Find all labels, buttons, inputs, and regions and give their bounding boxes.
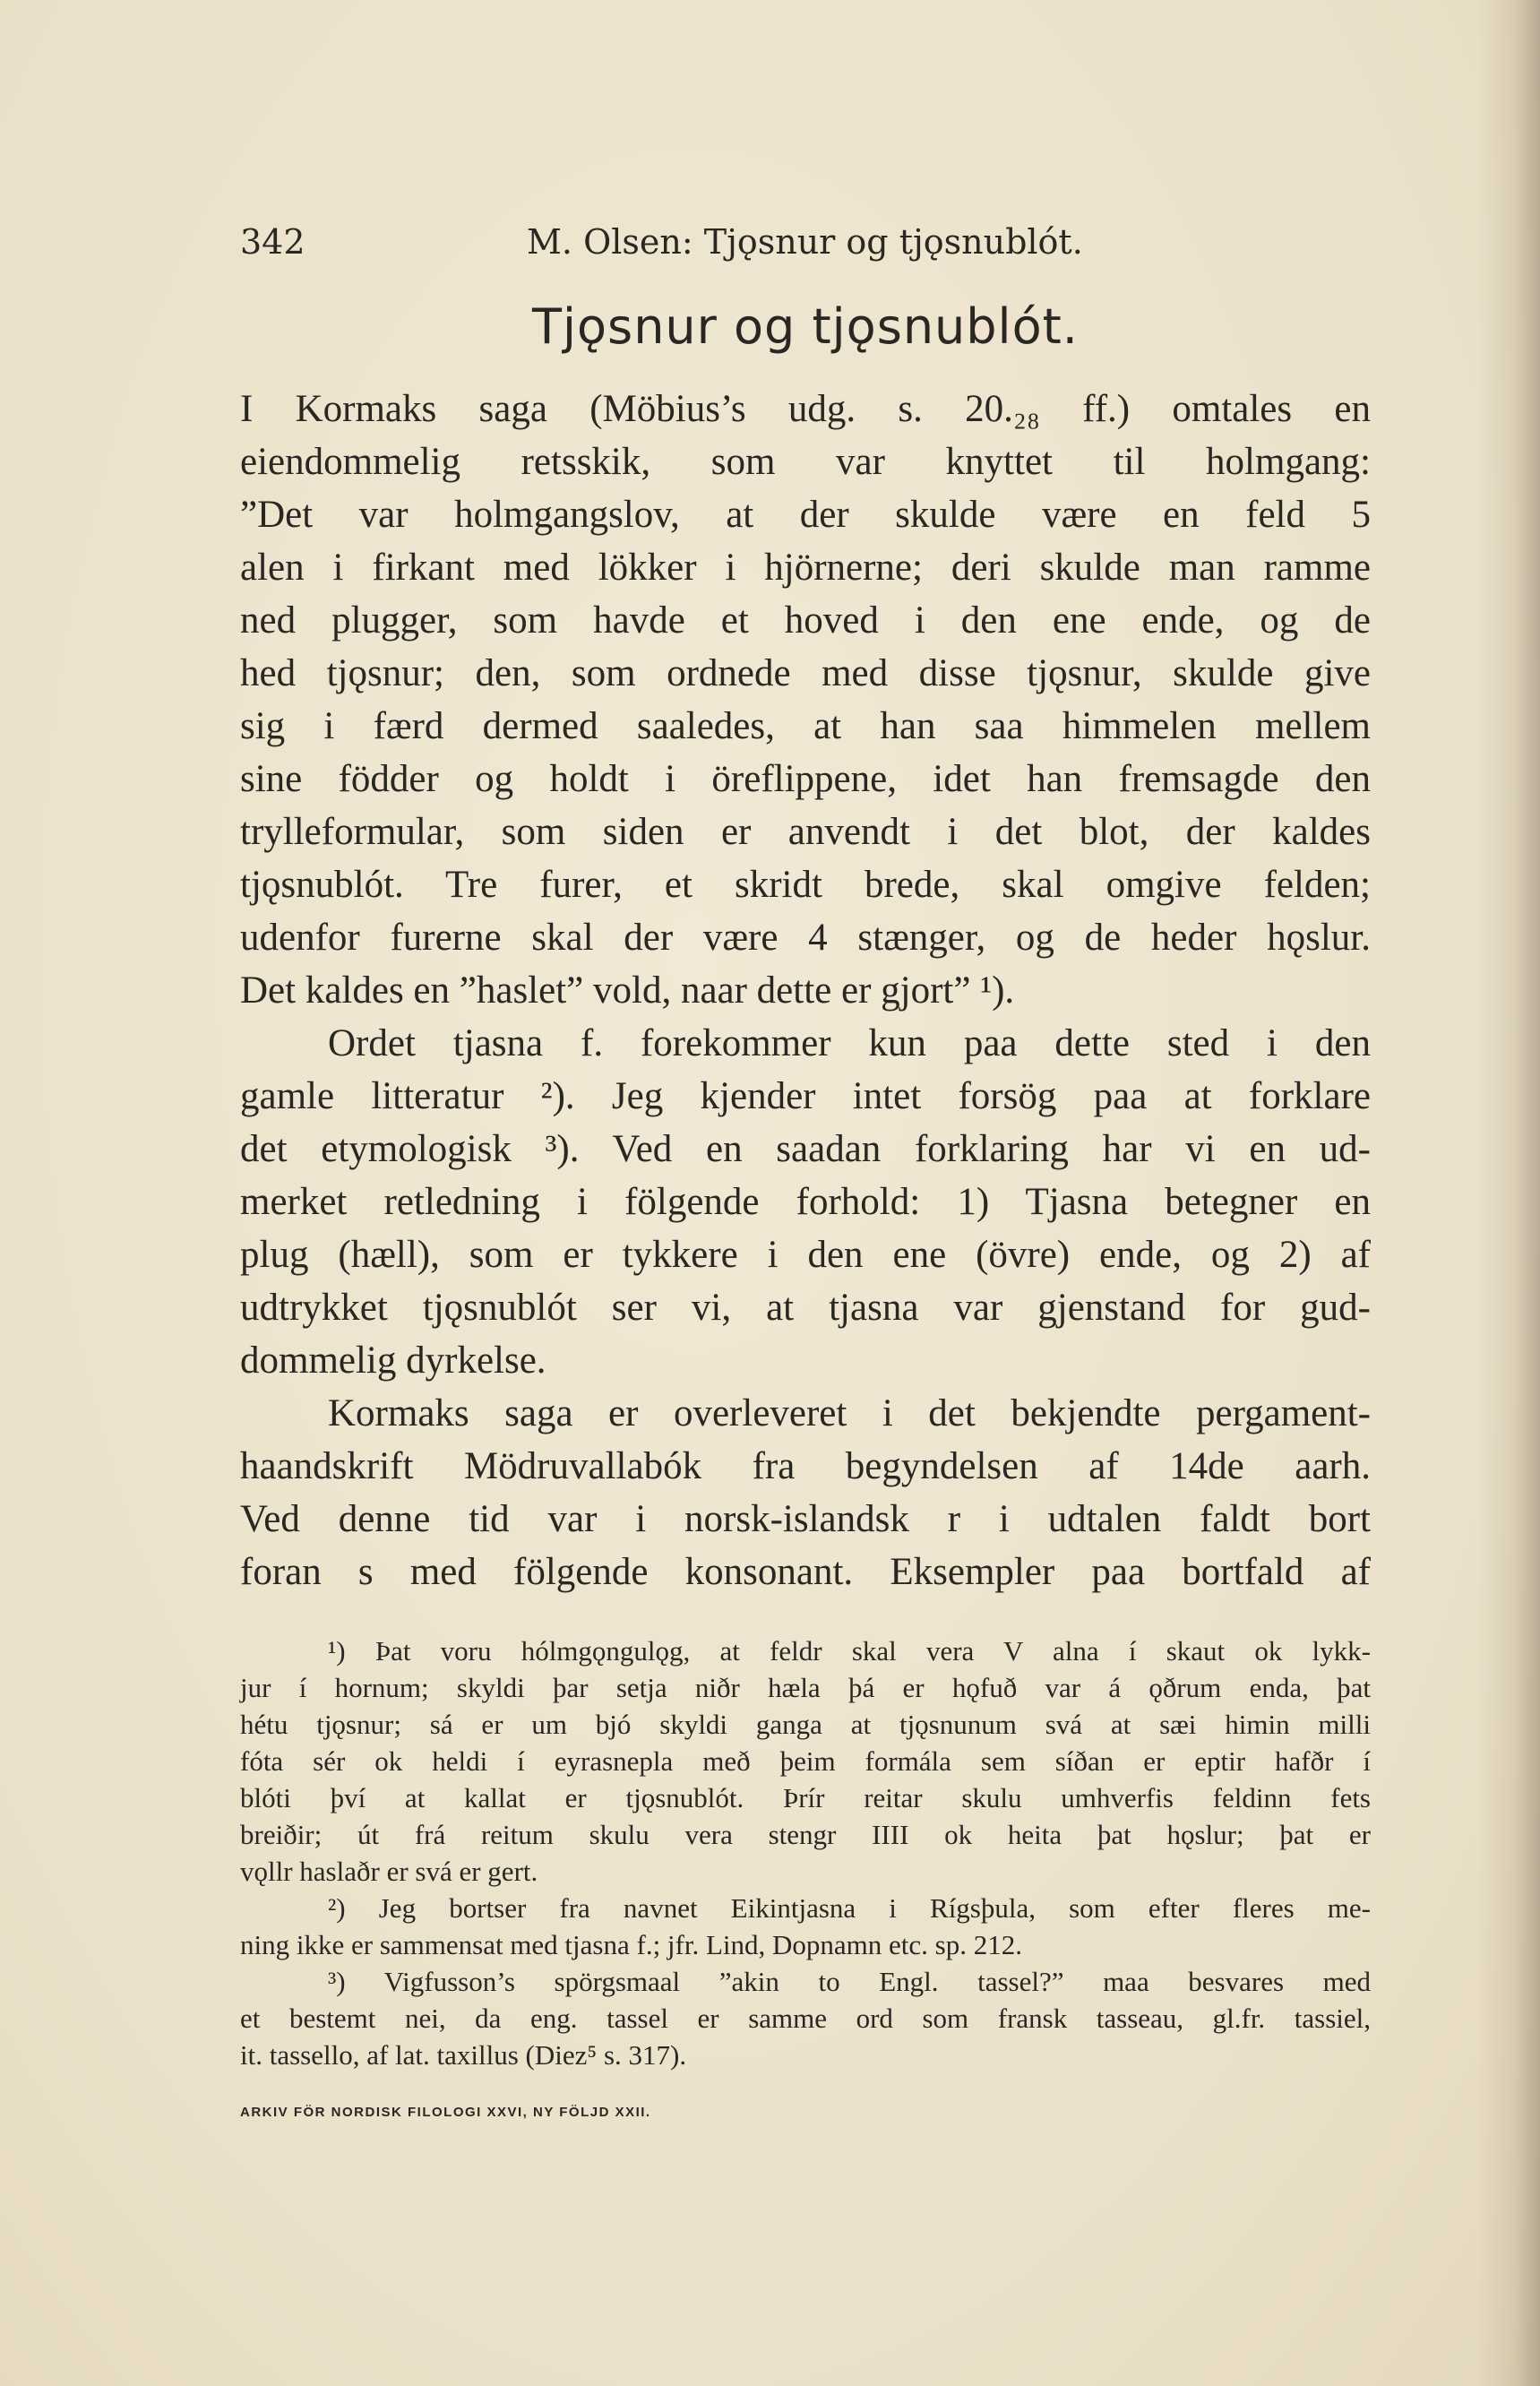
footnote-line: et bestemt nei, da eng. tassel er samme ord som fransk tasseau, gl.fr. tassiel, [240,2003,1371,2034]
body-line: Kormaks saga er overleveret i det bekjendte pergament- [328,1392,1371,1434]
footnote-line: hétu tjǫsnur; sá er um bjó skyldi ganga at tjǫsnunum svá at sæi himin milli [240,1709,1371,1740]
body-line: foran s med fölgende konsonant. Eksempler paa bortfald af [240,1551,1371,1593]
body-line: plug (hæll), som er tykkere i den ene (övre) ende, og 2) af [240,1234,1371,1276]
body-line: ”Det var holmgangslov, at der skulde være en feld 5 [240,494,1371,536]
body-line: Det kaldes en ”haslet” vold, naar dette er gjort” ¹). [240,969,1015,1012]
body-line: trylleformular, som siden er anvendt i det blot, der kaldes [240,811,1371,853]
article-title: Tjǫsnur og tjǫsnublót. [532,298,1079,355]
book-spine-shadow [1477,0,1540,2386]
body-line: haandskrift Mödruvallabók fra begyndelsen af 14de aarh. [240,1445,1371,1487]
running-head-title: M. Olsen: Tjǫsnur og tjǫsnublót. [527,222,1083,262]
body-line: det etymologisk ³). Ved en saadan forklaring har vi en ud- [240,1128,1371,1170]
footnotes [240,1632,1371,2073]
body-line: sig i færd dermed saaledes, at han saa himmelen mellem [240,705,1371,747]
journal-imprint: ARKIV FÖR NORDISK FILOLOGI XXVI, NY FÖLJD XXII. [240,2105,651,2120]
footnote-line: vǫllr haslaðr er svá er gert. [240,1856,538,1887]
footnote-line: ²) Jeg bortser fra navnet Eikintjasna i Rígsþula, som efter fleres me- [328,1892,1371,1924]
body-line: ned plugger, som havde et hoved i den ene ende, og de [240,599,1371,642]
footnote-line: fóta sér ok heldi í eyrasnepla með þeim formála sem síðan er eptir hafðr í [240,1745,1371,1777]
body-line: tjǫsnublót. Tre furer, et skridt brede, skal omgive felden; [240,864,1371,906]
body-line: dommelig dyrkelse. [240,1339,546,1382]
footnote-line: ¹) Þat voru hólmgǫngulǫg, at feldr skal vera V alna í skaut ok lykk- [328,1635,1371,1667]
body-line: hed tjǫsnur; den, som ordnede med disse tjǫsnur, skulde give [240,652,1371,694]
body-text [240,383,1371,1598]
footnote-line: ³) Vigfusson’s spörgsmaal ”akin to Engl. tassel?” maa besvares med [328,1966,1371,1997]
footnote-line: jur í hornum; skyldi þar setja niðr hæla þá er hǫfuð var á ǫðrum enda, þat [240,1672,1371,1703]
footnote-line: it. tassello, af lat. taxillus (Diez⁵ s. 317). [240,2039,687,2071]
body-line: eiendommelig retsskik, som var knyttet til holmgang: [240,441,1371,483]
footnote-line: blóti því at kallat er tjǫsnublót. Þrír reitar skulu umhverfis feldinn fets [240,1782,1371,1813]
body-line: Ordet tjasna f. forekommer kun paa dette sted i den [328,1022,1371,1064]
body-line: I Kormaks saga (Möbius’s udg. s. 20.₂₈ ff.) omtales en [240,388,1371,430]
body-line: sine födder og holdt i öreflippene, idet han fremsagde den [240,758,1371,800]
page-number: 342 [240,222,305,262]
body-line: Ved denne tid var i norsk-islandsk r i udtalen faldt bort [240,1498,1371,1540]
body-line: udtrykket tjǫsnublót ser vi, at tjasna var gjenstand for gud- [240,1287,1371,1329]
running-head [240,215,1371,269]
body-line: merket retledning i fölgende forhold: 1) Tjasna betegner en [240,1181,1371,1223]
footnote-line: breiðir; út frá reitum skulu vera stengr IIII ok heita þat hǫslur; þat er [240,1819,1371,1850]
body-line: alen i firkant med lökker i hjörnerne; deri skulde man ramme [240,547,1371,589]
body-line: udenfor furerne skal der være 4 stænger, og de heder hǫslur. [240,917,1371,959]
body-line: gamle litteratur ²). Jeg kjender intet forsög paa at forklare [240,1075,1371,1117]
footnote-line: ning ikke er sammensat med tjasna f.; jfr. Lind, Dopnamn etc. sp. 212. [240,1929,1022,1960]
